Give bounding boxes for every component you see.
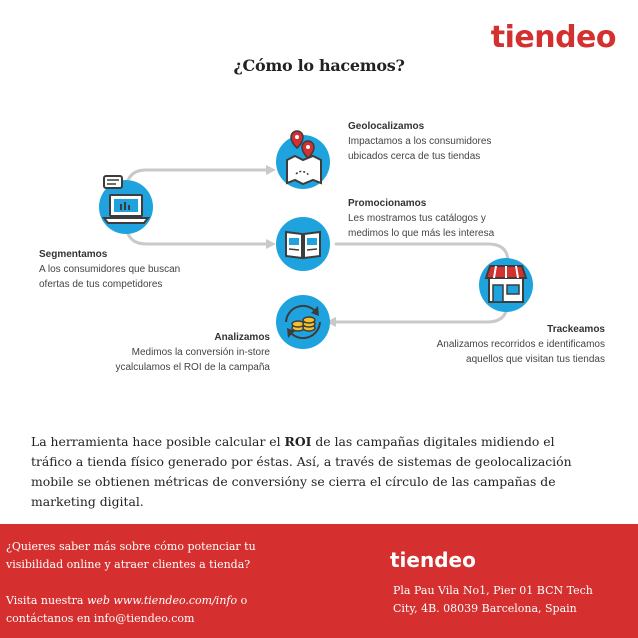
connector-track-to-analiza bbox=[334, 300, 508, 322]
catalog-book-icon bbox=[276, 217, 330, 271]
footer-question: visibilidad online y atraer clientes a tienda? bbox=[6, 558, 251, 571]
arrow-head bbox=[266, 165, 276, 175]
step-desc: Medimos la conversión in-store bbox=[131, 347, 270, 358]
footer-question: ¿Quieres saber más sobre cómo potenciar tu bbox=[6, 540, 256, 553]
connector-promo-to-track bbox=[336, 244, 508, 262]
footer-banner bbox=[0, 524, 638, 638]
step-desc: aquellos que visitan tus tiendas bbox=[466, 354, 605, 365]
footer-cta bbox=[6, 538, 296, 628]
brand-logo: tiendeo bbox=[490, 20, 616, 55]
coins-cycle-icon bbox=[276, 295, 330, 349]
step-segmentamos bbox=[39, 247, 180, 292]
intro-text: La herramienta hace posible calcular el bbox=[31, 434, 285, 449]
footer-address bbox=[393, 582, 623, 618]
footer-address-line: Pla Pau Vila No1, Pier 01 BCN Tech bbox=[393, 584, 593, 597]
step-title: Promocionamos bbox=[348, 198, 427, 209]
footer-contact-email[interactable]: contáctanos en info@tiendeo.com bbox=[6, 612, 195, 625]
step-desc: Analizamos recorridos e identificamos bbox=[436, 339, 605, 350]
step-title: Geolocalizamos bbox=[348, 121, 425, 132]
step-desc: Impactamos a los consumidores bbox=[348, 136, 492, 147]
footer-web-link[interactable]: web www.tiendeo.com/info bbox=[86, 594, 238, 607]
laptop-icon bbox=[99, 176, 153, 234]
map-pin-icon bbox=[276, 131, 330, 189]
connector-segment-to-geo bbox=[126, 170, 268, 192]
step-desc: ofertas de tus competidores bbox=[39, 279, 163, 290]
intro-paragraph bbox=[31, 432, 591, 512]
step-trackeamos bbox=[437, 322, 605, 367]
arrow-head bbox=[266, 239, 276, 249]
step-desc: A los consumidores que buscan bbox=[39, 264, 181, 275]
step-desc: Les mostramos tus catálogos y bbox=[348, 213, 486, 224]
step-title: Segmentamos bbox=[39, 249, 108, 260]
step-geolocalizamos bbox=[348, 119, 491, 164]
footer-visit bbox=[6, 592, 296, 610]
step-promocionamos bbox=[348, 196, 494, 241]
step-title: Trackeamos bbox=[547, 324, 605, 335]
step-analizamos bbox=[115, 330, 270, 375]
store-awning-icon bbox=[479, 258, 533, 312]
connector-segment-to-promo bbox=[126, 222, 268, 244]
intro-text: de las campañas digitales midiendo el tráfico a tienda físico generado por éstas. Así, a través de sistemas de geolocalización mobile se obtienen métricas de conversióny se cierra el círculo de las campañas de marketing digital. bbox=[31, 434, 572, 509]
page-heading: ¿Cómo lo hacemos? bbox=[233, 56, 405, 75]
step-title: Analizamos bbox=[214, 332, 270, 343]
footer-address-line: City, 4B. 08039 Barcelona, Spain bbox=[393, 602, 577, 615]
footer-logo: tiendeo bbox=[390, 548, 476, 572]
step-desc: ubicados cerca de tus tiendas bbox=[348, 151, 481, 162]
roi-term: ROI bbox=[284, 434, 312, 449]
step-desc: ycalculamos el ROI de la campaña bbox=[115, 362, 270, 373]
footer-visit-text: Visita nuestra bbox=[6, 594, 87, 607]
step-desc: medimos lo que más les interesa bbox=[348, 228, 495, 239]
footer-or: o bbox=[237, 594, 248, 607]
